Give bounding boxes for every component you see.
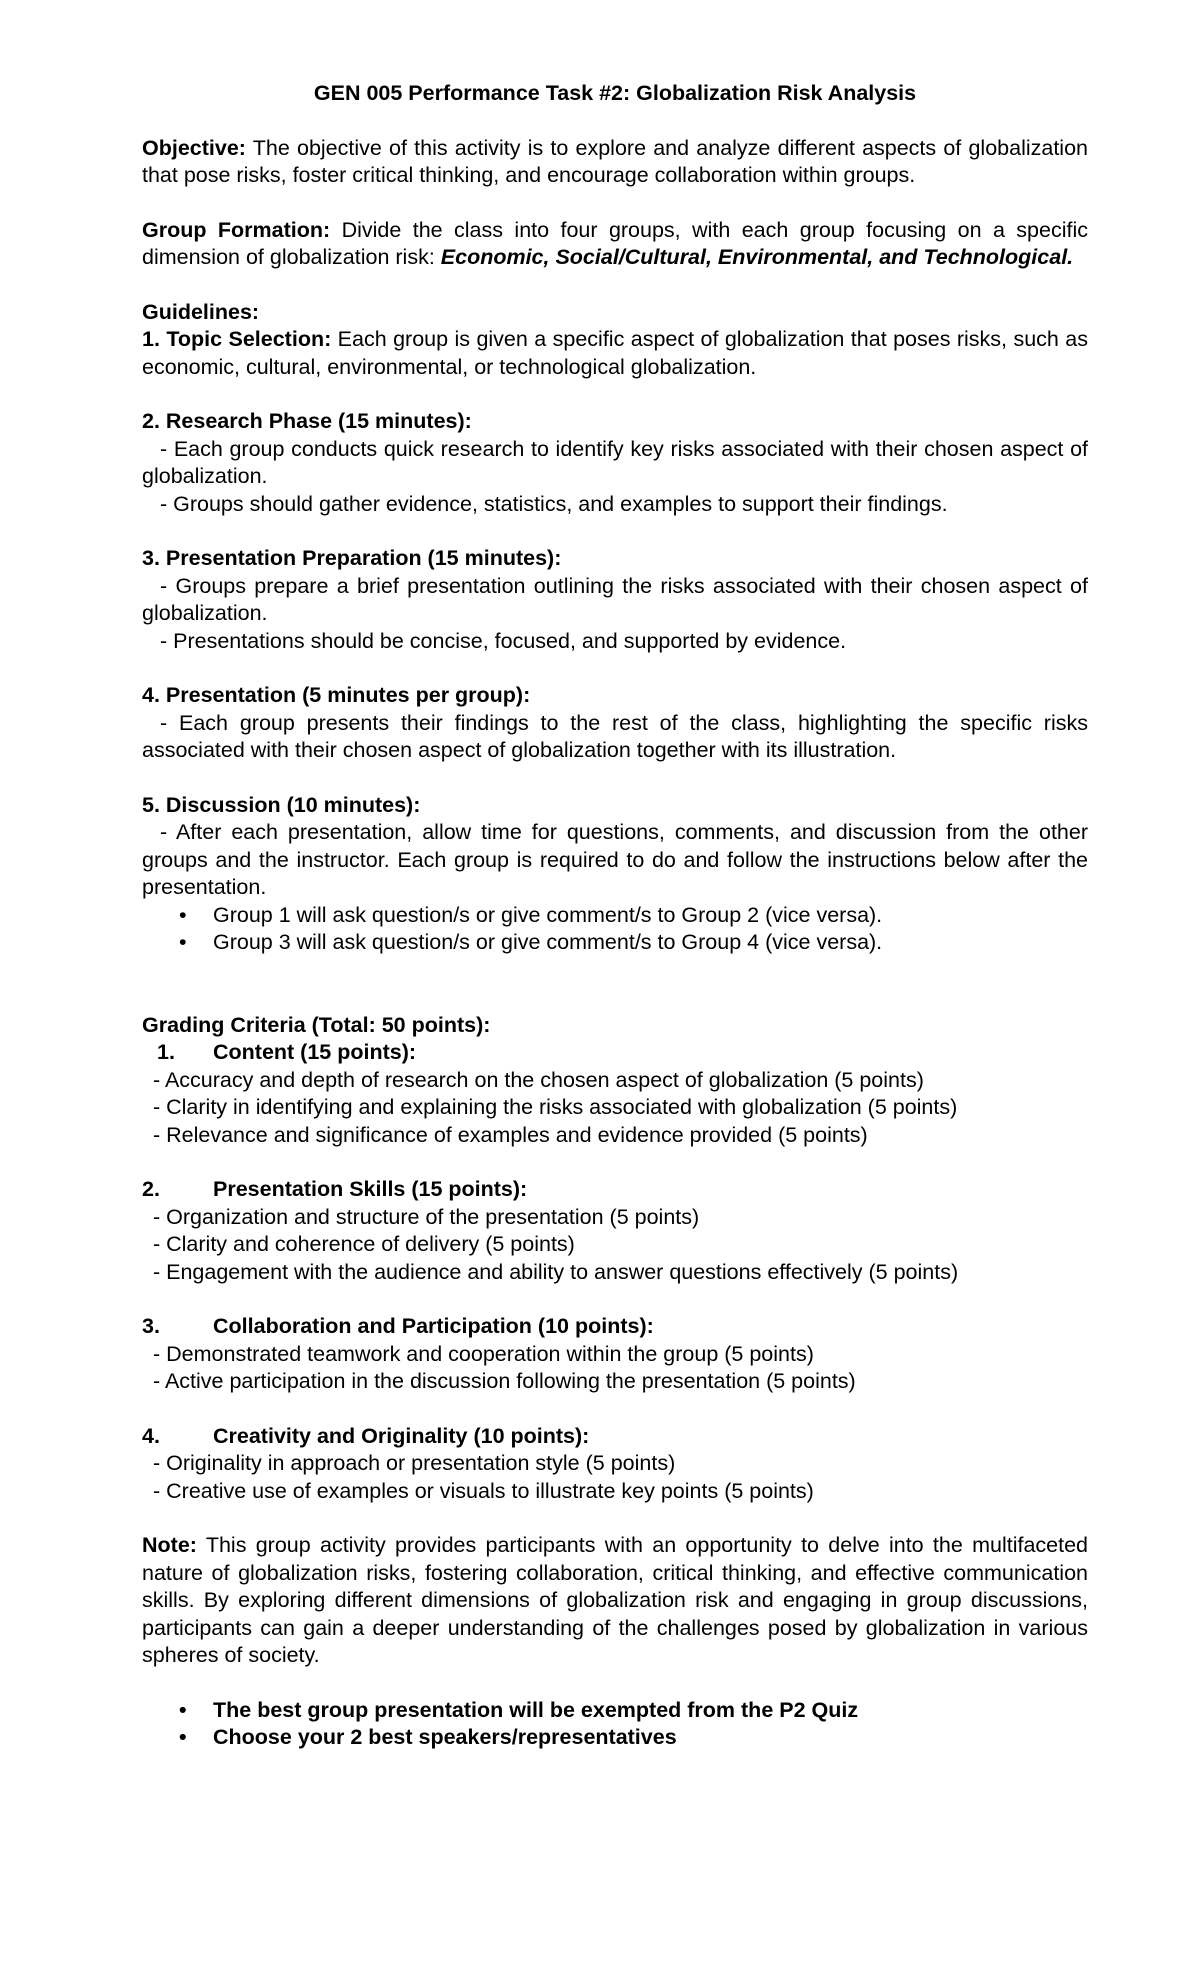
presentation-preparation-heading: 3. Presentation Preparation (15 minutes): [142,546,562,570]
criterion-item: - Clarity and coherence of delivery (5 points) [153,1232,575,1256]
group-formation-dimensions: Economic, Social/Cultural, Environmental, and Technological. [440,245,1074,269]
criterion-label: Collaboration and Participation (10 points): [213,1314,654,1338]
topic-selection-paragraph [142,326,1088,381]
criterion-label: Content (15 points): [213,1040,417,1064]
guidelines-heading: Guidelines: [142,299,260,324]
preparation-item: - Groups prepare a brief presentation outlining the risks associated with their chosen aspect of globalization. [142,573,1088,625]
bullet-text: The best group presentation will be exempted from the P2 Quiz [213,1697,859,1722]
research-phase-section [142,408,1088,518]
research-item: - Groups should gather evidence, statistics, and examples to support their findings. [160,491,948,516]
discussion-heading: 5. Discussion (10 minutes): [142,792,421,817]
objective-label: Objective: [142,135,246,160]
final-bullet-list [142,1697,1088,1752]
criterion-item: - Active participation in the discussion following the presentation (5 points) [153,1369,856,1393]
presentation-item: - Each group presents their findings to the rest of the class, highlighting the specific risks associated with their chosen aspect of globalization together with its illustration. [142,710,1088,762]
preparation-item: - Presentations should be concise, focused, and supported by evidence. [160,628,847,653]
bullet-icon: • [179,930,187,954]
bullet-text: Group 3 will ask question/s or give comment/s to Group 4 (vice versa). [213,930,883,954]
criterion-item: - Originality in approach or presentation style (5 points) [153,1451,676,1475]
bullet-text: Choose your 2 best speakers/representatives [213,1725,677,1749]
note-label: Note: [142,1533,197,1557]
criterion-content [142,1039,1088,1149]
bullet-icon: • [179,1725,187,1749]
criterion-number: 4. [142,1423,160,1448]
criterion-number: 3. [142,1314,160,1338]
criterion-heading [142,1313,1088,1341]
criterion-heading [142,1423,1088,1451]
objective-paragraph [142,135,1088,190]
group-formation-paragraph [142,217,1088,272]
criterion-label: Creativity and Originality (10 points): [213,1423,590,1448]
criterion-item: - Organization and structure of the presentation (5 points) [153,1204,700,1229]
criterion-number: 1. [157,1040,175,1064]
criterion-item: - Engagement with the audience and ability to answer questions effectively (5 points) [153,1259,959,1284]
topic-selection-text: Each group is given a specific aspect of globalization that poses risks, such as economic, cultural, environmental, or technological globalization. [142,327,1088,379]
criterion-item: - Clarity in identifying and explaining the risks associated with globalization (5 points) [153,1095,958,1119]
group-formation-label: Group Formation: [142,217,331,242]
research-phase-heading: 2. Research Phase (15 minutes): [142,409,472,433]
section-spacer [142,957,1088,1012]
criterion-item: - Accuracy and depth of research on the chosen aspect of globalization (5 points) [153,1067,924,1092]
criterion-number: 2. [142,1177,160,1201]
criterion-presentation-skills [142,1176,1088,1286]
criterion-heading [142,1039,1088,1067]
objective-text: The objective of this activity is to explore and analyze different aspects of globalization that pose risks, foster critical thinking, and encourage collaboration within groups. [142,135,1088,187]
discussion-item: - After each presentation, allow time for questions, comments, and discussion from the other groups and the instructor. Each group is required to do and follow the instructions below after the presentation. [142,820,1088,899]
list-item [142,1697,1088,1725]
discussion-bullet-list [142,902,1088,957]
presentation-heading: 4. Presentation (5 minutes per group): [142,683,531,707]
list-item [142,1724,1088,1752]
criterion-item: - Demonstrated teamwork and cooperation within the group (5 points) [153,1341,814,1366]
topic-selection-label: 1. Topic Selection: [142,327,332,351]
grading-heading: Grading Criteria (Total: 50 points): [142,1012,491,1037]
criterion-item: - Creative use of examples or visuals to illustrate key points (5 points) [153,1478,814,1503]
note-text: This group activity provides participants with an opportunity to delve into the multifaceted nature of globalization risks, fostering collaboration, critical thinking, and effective communication skills. By exploring different dimensions of globalization risk and engaging in group discussions, participants can gain a deeper understanding of the challenges posed by globalization in various spheres of society. [142,1533,1088,1667]
criterion-label: Presentation Skills (15 points): [213,1177,528,1201]
bullet-text: Group 1 will ask question/s or give comment/s to Group 2 (vice versa). [213,902,883,927]
list-item [142,929,1088,957]
research-item: - Each group conducts quick research to identify key risks associated with their chosen aspect of globalization. [142,436,1088,488]
bullet-icon: • [179,902,187,927]
note-paragraph [142,1532,1088,1670]
presentation-preparation-section [142,545,1088,655]
criterion-creativity [142,1423,1088,1506]
group-formation-text: Divide the class into four groups, with each group focusing on a specific dimension of globalization risk: [142,217,1088,269]
discussion-section [142,792,1088,957]
document-title: GEN 005 Performance Task #2: Globalization Risk Analysis [313,81,917,105]
criterion-collaboration [142,1313,1088,1396]
criterion-item: - Relevance and significance of examples and evidence provided (5 points) [153,1122,868,1147]
bullet-icon: • [179,1697,187,1722]
presentation-section [142,682,1088,765]
criterion-heading [142,1176,1088,1204]
list-item [142,902,1088,930]
